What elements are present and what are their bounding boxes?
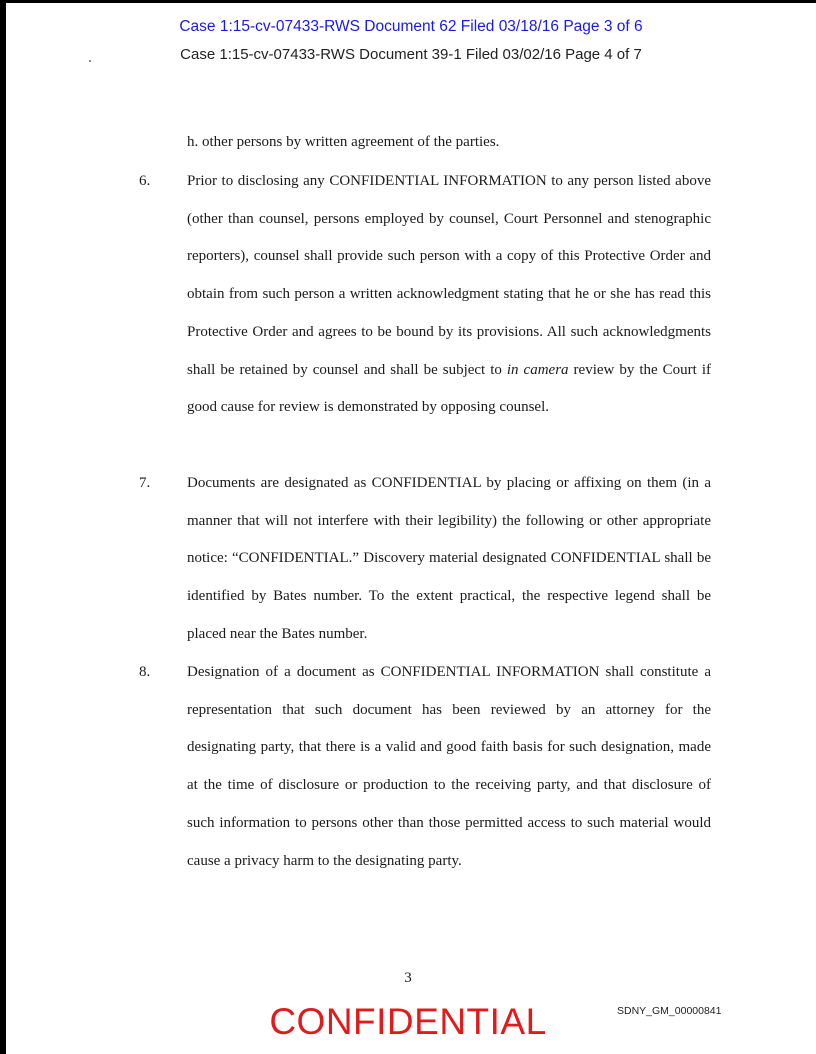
page-number: 3 <box>404 970 412 986</box>
scan-left-border <box>0 0 6 1054</box>
paragraph-7: Documents are designated as CONFIDENTIAL by placing or affixing on them (in a manner that will not interfere with their legibility) the following or other appropriate notice: “CONFIDENTIAL.” Discovery material designated CONFIDENTIAL shall be identified by Bates number. To the extent practical, the respective legend shall be placed near the Bates number. <box>187 475 711 642</box>
paragraph-6-text-a: Prior to disclosing any CONFIDENTIAL INFORMATION to any person listed above (other than counsel, persons employed by counsel, Court Personnel and stenographic reporters), counsel shall provide such person with a copy of this Protective Order and obtain from such person a written acknowledgment stating that he or she has read this Protective Order and agrees to be bound by its provisions. All such acknowledgments shall be retained by counsel and shall be subject to <box>187 173 711 378</box>
paragraph-number-6: 6. <box>139 173 151 189</box>
list-item-h: h. other persons by written agreement of the parties. <box>187 134 500 150</box>
bates-number: SDNY_GM_00000841 <box>617 1005 722 1017</box>
paragraph-number-8: 8. <box>139 664 151 680</box>
paragraph-6 <box>187 163 711 427</box>
scan-top-border <box>0 0 816 3</box>
paragraph-6-text-b: review by the Court if good cause for review is demonstrated by opposing counsel. <box>187 361 711 416</box>
original-header-stamp: Case 1:15-cv-07433-RWS Document 39-1 Filed 03/02/16 Page 4 of 7 <box>180 46 642 63</box>
paragraph-6-italic: in camera <box>506 361 569 378</box>
ecf-header-stamp: Case 1:15-cv-07433-RWS Document 62 Filed 03/18/16 Page 3 of 6 <box>179 18 643 35</box>
paragraph-number-7: 7. <box>139 475 151 491</box>
paragraph-8: Designation of a document as CONFIDENTIAL INFORMATION shall constitute a representation that such document has been reviewed by an attorney for the designating party, that there is a valid and good faith basis for such designation, made at the time of disclosure or production to the receiving party, and that disclosure of such information to persons other than those permitted access to such material would cause a privacy harm to the designating party. <box>187 664 711 869</box>
confidential-watermark: CONFIDENTIAL <box>269 1001 547 1042</box>
